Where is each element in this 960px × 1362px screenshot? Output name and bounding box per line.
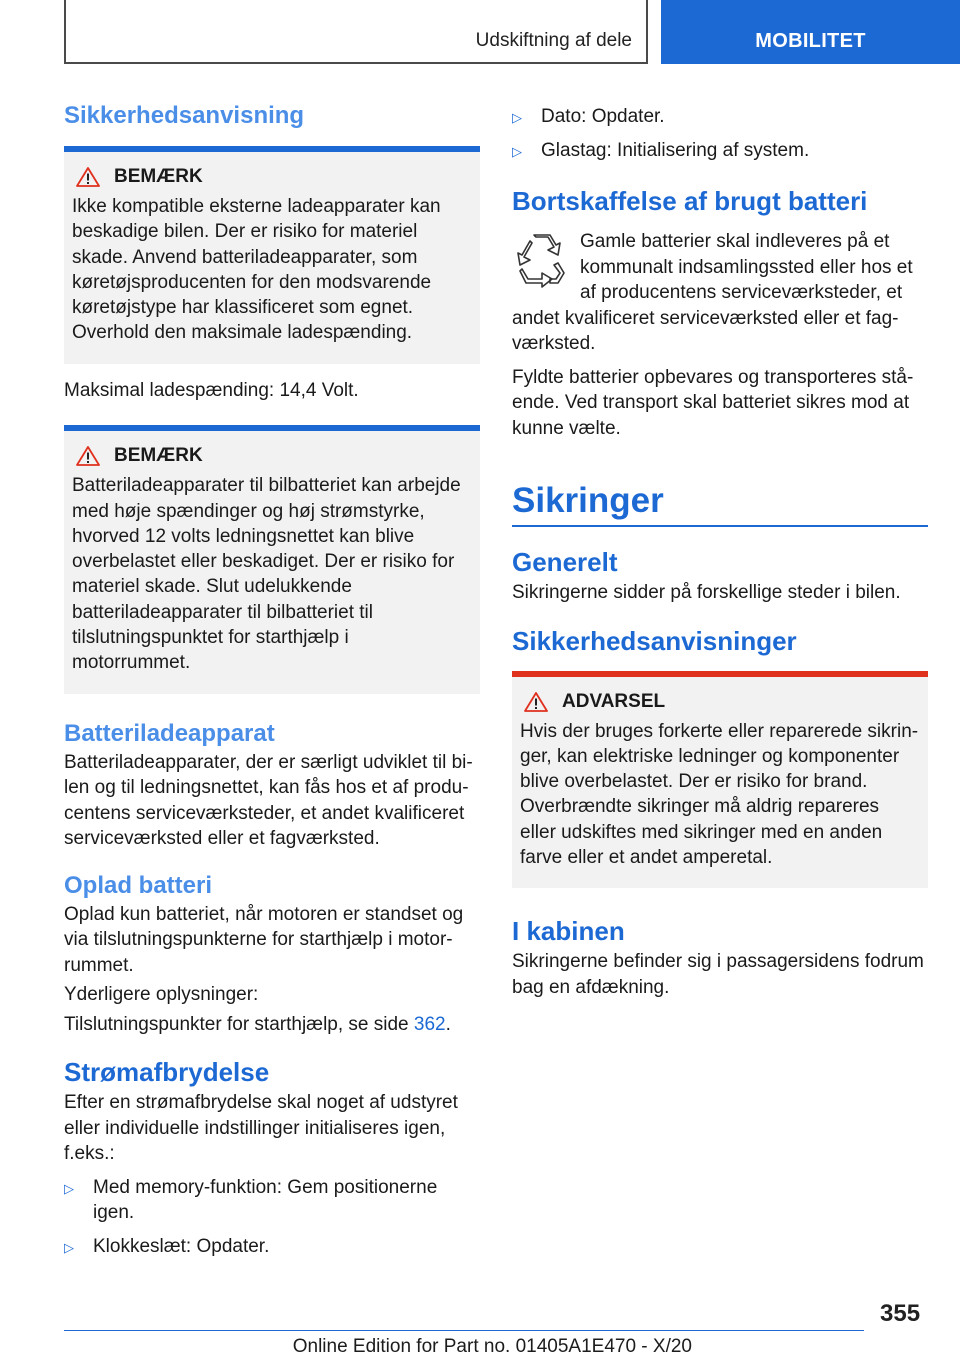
list-item xyxy=(512,104,928,131)
list-item-text: Med memory-funktion: Gem positionerne igen. xyxy=(93,1176,438,1224)
list-item-text: Glastag: Initialisering af system. xyxy=(541,139,810,161)
header-chapter-tab[interactable] xyxy=(661,0,960,64)
more-info-text: Yderligere oplysninger: xyxy=(64,984,259,1006)
footer-divider xyxy=(64,1330,864,1331)
note-box-1 xyxy=(64,146,480,364)
warning-triangle-icon xyxy=(524,692,548,712)
bullet-triangle-icon: ▷ xyxy=(64,1180,74,1196)
heading-general: Generelt xyxy=(512,547,618,577)
right-column xyxy=(512,100,928,1000)
list-item xyxy=(64,1175,480,1226)
footer-edition[interactable]: Online Edition for Part no. 01405A1E470 - X/20 xyxy=(292,1336,692,1357)
note-text-2: Batteriladeapparater til bilbatteriet kan arbejde med høje spændinger og høj strømstyrke, hvorved 12 volts ledningsnettet kan blive overbelastet eller beskadiget. Der er risiko for materiel skade. Slut udelukkende batteriladeapparater til bilbatteriet til tilslutningspunktet for starthjælp i motorrummet. xyxy=(72,475,461,674)
transport-text: Fyldte batterier opbevares og transporteres stående. Ved transport skal batteriet sikres mod at kunne vælte. xyxy=(512,366,914,439)
header-section-title: Udskiftning af dele xyxy=(475,30,632,51)
disposal-text: Gamle batterier skal indleveres på et kommunalt indsamlingssted eller hos et af producentens serviceværksteder, et andet kvalificeret serviceværksted eller et fagværksted. xyxy=(512,231,913,354)
note-title-1 xyxy=(72,166,472,188)
cabin-text: Sikringerne befinder sig i passagersidens fodrum bag en afdækning. xyxy=(512,951,924,998)
note-label-2: BEMÆRK xyxy=(114,445,203,467)
warning-text: Hvis der bruges forkerte eller reparerede sikringer, kan elektriske ledninger og komponenter blive overbelastet. Der er risiko for brand. Overbrændte sikringer må aldrig repareres eller udskiftes med sikringer med en anden farve eller et andet amperetal. xyxy=(520,720,919,868)
list-item-text: Klokkeslæt: Opdater. xyxy=(93,1235,270,1257)
power-outage-text: Efter en strømafbrydelse skal noget af udstyret eller individuelle indstillinger initialiseres igen, f.eks.: xyxy=(64,1092,458,1165)
bullet-triangle-icon: ▷ xyxy=(512,110,522,125)
left-column xyxy=(64,100,480,1260)
warning-label: ADVARSEL xyxy=(562,690,666,712)
disposal-block xyxy=(512,229,928,357)
heading-charger: Batteriladeapparat xyxy=(64,719,275,747)
heading-fuses: Sikringer xyxy=(512,481,928,527)
header-section-tab xyxy=(64,0,648,64)
heading-safety-instructions: Sikkerhedsanvisninger xyxy=(512,625,797,656)
warning-triangle-icon xyxy=(76,167,100,187)
heading-cabin: I kabinen xyxy=(512,916,625,947)
warning-triangle-icon xyxy=(76,446,100,466)
page-link-362[interactable]: 362 xyxy=(413,1013,446,1035)
heading-power-outage: Strømafbrydelse xyxy=(64,1057,270,1088)
jump-start-end: . xyxy=(445,1013,451,1035)
bullet-triangle-icon: ▷ xyxy=(64,1239,74,1255)
warning-title xyxy=(520,691,920,713)
note-title-2 xyxy=(72,445,472,467)
heading-charge-battery: Oplad batteri xyxy=(64,871,213,899)
max-voltage-text: Maksimal ladespænding: 14,4 Volt. xyxy=(64,379,359,401)
recycling-icon xyxy=(512,229,572,289)
charge-text: Oplad kun batteriet, når motoren er standset og via tilslutningspunkterne for starthjælp i motorrummet. xyxy=(64,903,464,976)
note-box-2 xyxy=(64,425,480,693)
page-number: 355 xyxy=(880,1300,921,1327)
list-item xyxy=(512,138,928,165)
jump-start-ref xyxy=(64,1012,480,1038)
jump-start-text: Tilslutningspunkter for starthjælp, se side xyxy=(64,1013,409,1035)
header-chapter-title: MOBILITET xyxy=(755,30,866,52)
list-item xyxy=(64,1234,480,1261)
note-text-1: Ikke kompatible eksterne ladeapparater kan beskadige bilen. Der er risiko for materiel skade. Anvend batteriladeapparater, som køretøjsproducenten for den modsvarende køretøjstype har klassificeret som egnet. Overhold den maksimale ladespænding. xyxy=(72,196,441,344)
bullet-triangle-icon: ▷ xyxy=(512,143,522,159)
heading-safety: Sikkerhedsanvisning xyxy=(64,102,305,129)
list-item-text: Dato: Opdater. xyxy=(541,106,665,127)
heading-disposal: Bortskaffelse af brugt batteri xyxy=(512,186,868,216)
charger-text: Batteriladeapparater, der er særligt udviklet til bilen og til ledningsnettet, kan fås hos et af producentens serviceværksteder, et andet kvalificeret serviceværksted eller et fagværksted. xyxy=(64,751,473,850)
warning-box xyxy=(512,671,928,889)
general-text: Sikringerne sidder på forskellige steder i bilen. xyxy=(512,582,901,603)
note-label-1: BEMÆRK xyxy=(114,166,203,187)
